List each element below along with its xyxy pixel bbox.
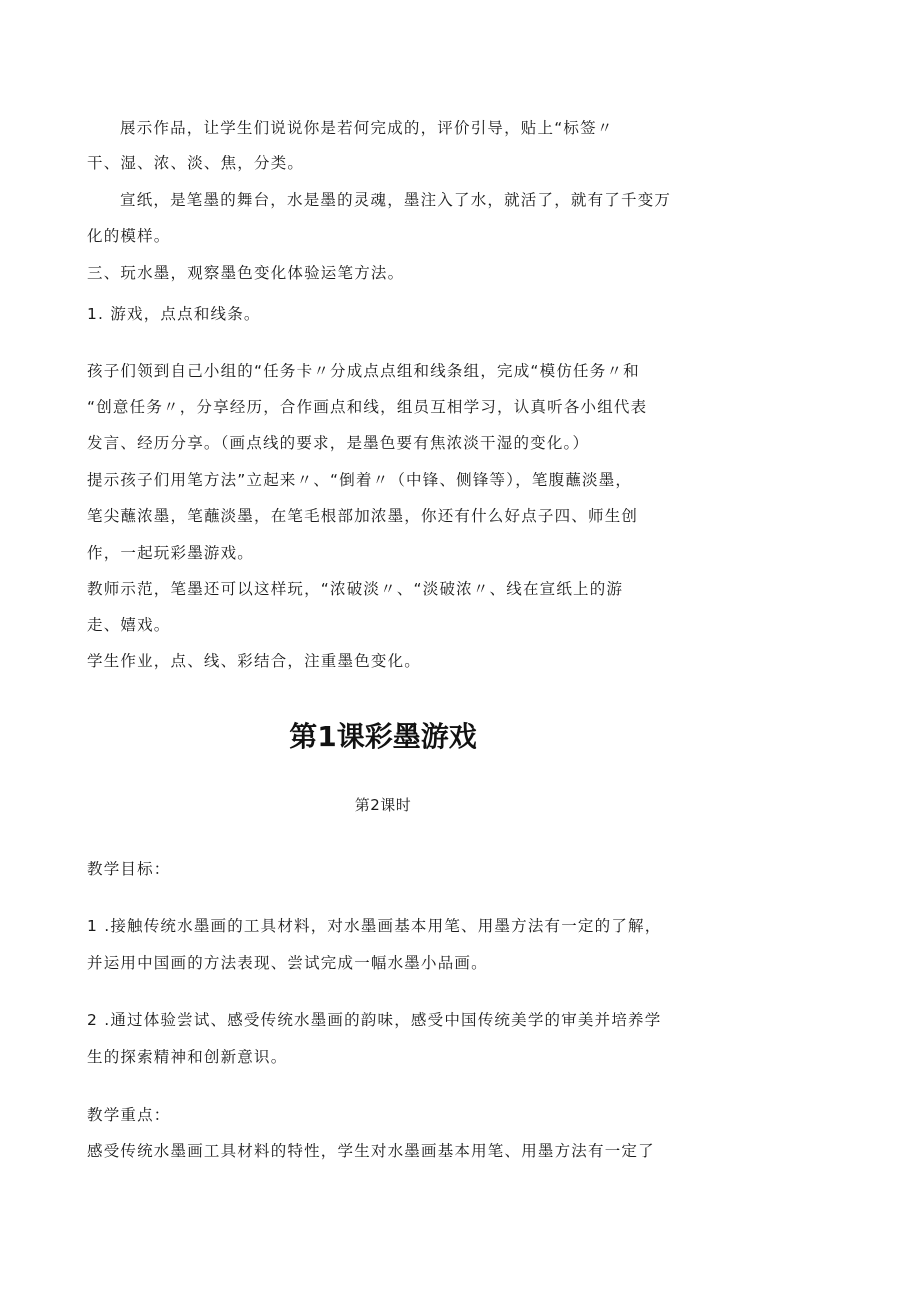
objective-line: 生的探索精神和创新意识。 bbox=[87, 1048, 288, 1066]
lesson-title: 第1课彩墨游戏 bbox=[289, 720, 477, 753]
paragraph-line: 发言、经历分享。（画点线的要求，是墨色要有焦浓淡干湿的变化。） bbox=[87, 434, 590, 452]
paragraph-line: 笔尖蘸浓墨，笔蘸淡墨，在笔毛根部加浓墨，你还有什么好点子四、师生创 bbox=[87, 507, 639, 525]
paragraph-line: 化的模样。 bbox=[87, 227, 171, 245]
paragraph-line: 走、嬉戏。 bbox=[87, 616, 171, 634]
objectives-heading: 教学目标： bbox=[87, 860, 171, 878]
paragraph-line: 学生作业，点、线、彩结合，注重墨色变化。 bbox=[87, 652, 422, 670]
objective-line: 2 .通过体验尝试、感受传统水墨画的韵味，感受中国传统美学的审美并培养学 bbox=[87, 1011, 662, 1029]
numbered-item: 1. 游戏，点点和线条。 bbox=[87, 305, 261, 323]
paragraph-line: 展示作品，让学生们说说你是若何完成的，评价引导，贴上“标签〃 bbox=[120, 119, 614, 137]
section-heading: 三、玩水墨，观察墨色变化体验运笔方法。 bbox=[87, 264, 405, 282]
objective-line: 1 .接触传统水墨画的工具材料，对水墨画基本用笔、用墨方法有一定的了解， bbox=[87, 917, 662, 935]
paragraph-line: 教师示范，笔墨还可以这样玩，“浓破淡〃、“淡破浓〃、线在宣纸上的游 bbox=[87, 580, 624, 598]
lesson-subtitle: 第2课时 bbox=[354, 796, 412, 814]
paragraph-line: 提示孩子们用笔方法”立起来〃、“倒着〃（中锋、侧锋等），笔腹蘸淡墨， bbox=[87, 471, 633, 489]
paragraph-line: 孩子们领到自己小组的“任务卡〃分成点点组和线条组，完成“模仿任务〃和 bbox=[87, 362, 640, 380]
paragraph-line: 宣纸，是笔墨的舞台，水是墨的灵魂，墨注入了水，就活了，就有了千变万 bbox=[120, 191, 672, 209]
keypoints-heading: 教学重点： bbox=[87, 1106, 171, 1124]
paragraph-line: 干、湿、浓、淡、焦，分类。 bbox=[87, 154, 305, 172]
keypoints-line: 感受传统水墨画工具材料的特性，学生对水墨画基本用笔、用墨方法有一定了 bbox=[87, 1142, 655, 1160]
objective-line: 并运用中国画的方法表现、尝试完成一幅水墨小品画。 bbox=[87, 954, 488, 972]
paragraph-line: 作，一起玩彩墨游戏。 bbox=[87, 544, 255, 562]
paragraph-line: “创意任务〃，分享经历，合作画点和线，组员互相学习，认真听各小组代表 bbox=[87, 398, 648, 416]
